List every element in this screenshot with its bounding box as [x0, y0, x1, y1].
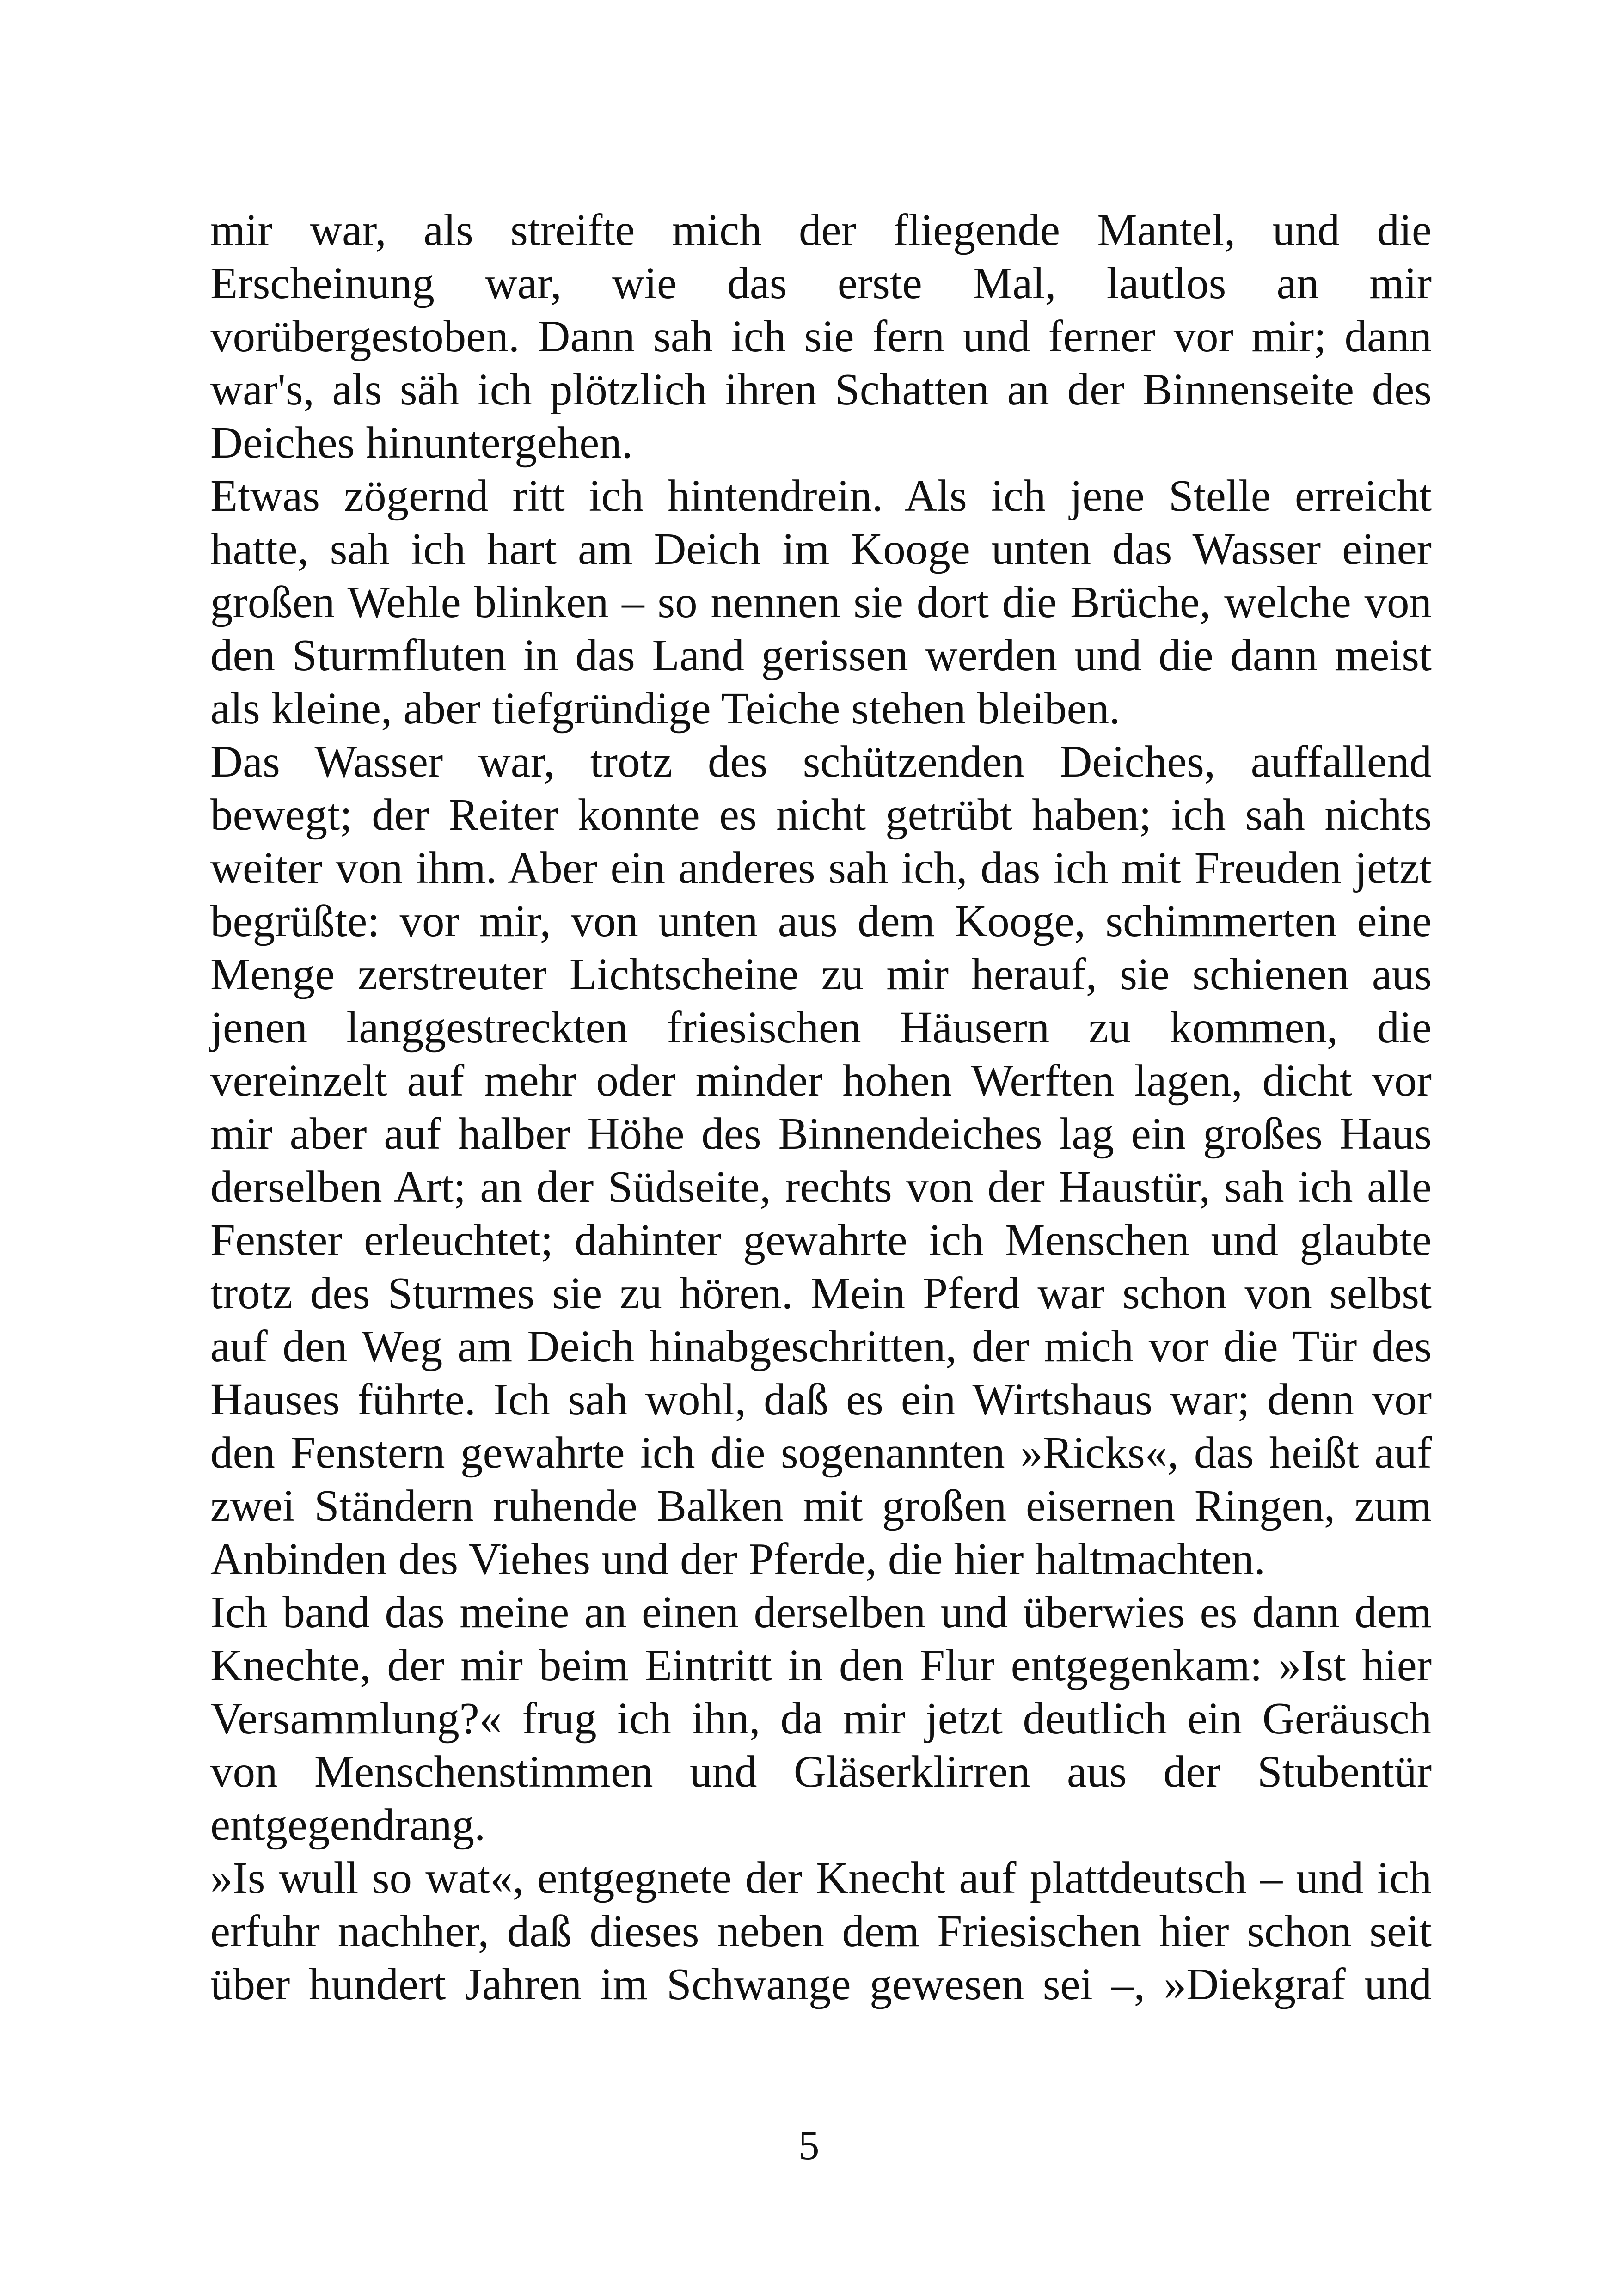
paragraph [210, 203, 1432, 469]
text-line: den Fenstern gewahrte ich die sogenannten »Ricks«, das heißt auf [210, 1428, 1432, 1477]
paragraph [210, 1851, 1432, 2011]
text-line: Das Wasser war, trotz des schützenden Deiches, auffallend [210, 737, 1432, 786]
text-line: hatte, sah ich hart am Deich im Kooge unten das Wasser einer [210, 524, 1432, 574]
text-line: Erscheinung war, wie das erste Mal, lautlos an mir [210, 258, 1432, 308]
page-number: 5 [798, 2123, 820, 2168]
text-line: Etwas zögernd ritt ich hintendrein. Als ich jene Stelle erreicht [210, 471, 1432, 520]
text-line: mir aber auf halber Höhe des Binnendeiches lag ein großes Haus [210, 1109, 1432, 1158]
text-line: jenen langgestreckten friesischen Häusern zu kommen, die [210, 1003, 1432, 1052]
text-line: zwei Ständern ruhende Balken mit großen eisernen Ringen, zum [210, 1481, 1432, 1531]
text-line: als kleine, aber tiefgründige Teiche stehen bleiben. [210, 684, 1121, 733]
text-line: Anbinden des Viehes und der Pferde, die hier haltmachten. [210, 1534, 1265, 1584]
text-line: »Is wull so wat«, entgegnete der Knecht auf plattdeutsch – und ich [210, 1853, 1432, 1903]
text-line: mir war, als streifte mich der fliegende Mantel, und die [210, 205, 1432, 255]
text-line: entgegendrang. [210, 1800, 486, 1849]
text-line: vorübergestoben. Dann sah ich sie fern und ferner vor mir; dann [210, 312, 1432, 361]
text-line: begrüßte: vor mir, von unten aus dem Kooge, schimmerten eine [210, 896, 1432, 946]
paragraph [210, 469, 1432, 735]
text-line: Fenster erleuchtet; dahinter gewahrte ich Menschen und glaubte [210, 1215, 1432, 1265]
text-line: Deiches hinuntergehen. [210, 418, 633, 467]
text-line: Versammlung?« frug ich ihn, da mir jetzt deutlich ein Geräusch [210, 1694, 1432, 1743]
text-line: erfuhr nachher, daß dieses neben dem Friesischen hier schon seit [210, 1906, 1432, 1956]
text-line: den Sturmfluten in das Land gerissen werden und die dann meist [210, 631, 1432, 680]
text-line: Knechte, der mir beim Eintritt in den Flur entgegenkam: »Ist hier [210, 1641, 1432, 1690]
paragraph [210, 1586, 1432, 1851]
text-line: auf den Weg am Deich hinabgeschritten, der mich vor die Tür des [210, 1322, 1432, 1371]
paragraph [210, 735, 1432, 1586]
text-line: über hundert Jahren im Schwange gewesen sei –, »Diekgraf und [210, 1959, 1432, 2009]
text-line: war's, als säh ich plötzlich ihren Schatten an der Binnenseite des [210, 365, 1432, 414]
text-line: Menge zerstreuter Lichtscheine zu mir herauf, sie schienen aus [210, 949, 1432, 999]
text-line: von Menschenstimmen und Gläserklirren aus der Stubentür [210, 1747, 1432, 1796]
text-line: bewegt; der Reiter konnte es nicht getrübt haben; ich sah nichts [210, 790, 1432, 839]
text-line: trotz des Sturmes sie zu hören. Mein Pferd war schon von selbst [210, 1268, 1432, 1318]
text-line: derselben Art; an der Südseite, rechts von der Haustür, sah ich alle [210, 1162, 1432, 1212]
text-line: weiter von ihm. Aber ein anderes sah ich, das ich mit Freuden jetzt [210, 843, 1432, 893]
text-line: großen Wehle blinken – so nennen sie dort die Brüche, welche von [210, 577, 1432, 627]
text-line: Ich band das meine an einen derselben und überwies es dann dem [210, 1587, 1432, 1637]
text-line: Hauses führte. Ich sah wohl, daß es ein Wirtshaus war; denn vor [210, 1375, 1432, 1424]
text-line: vereinzelt auf mehr oder minder hohen Werften lagen, dicht vor [210, 1056, 1432, 1105]
body-text [210, 203, 1432, 2011]
